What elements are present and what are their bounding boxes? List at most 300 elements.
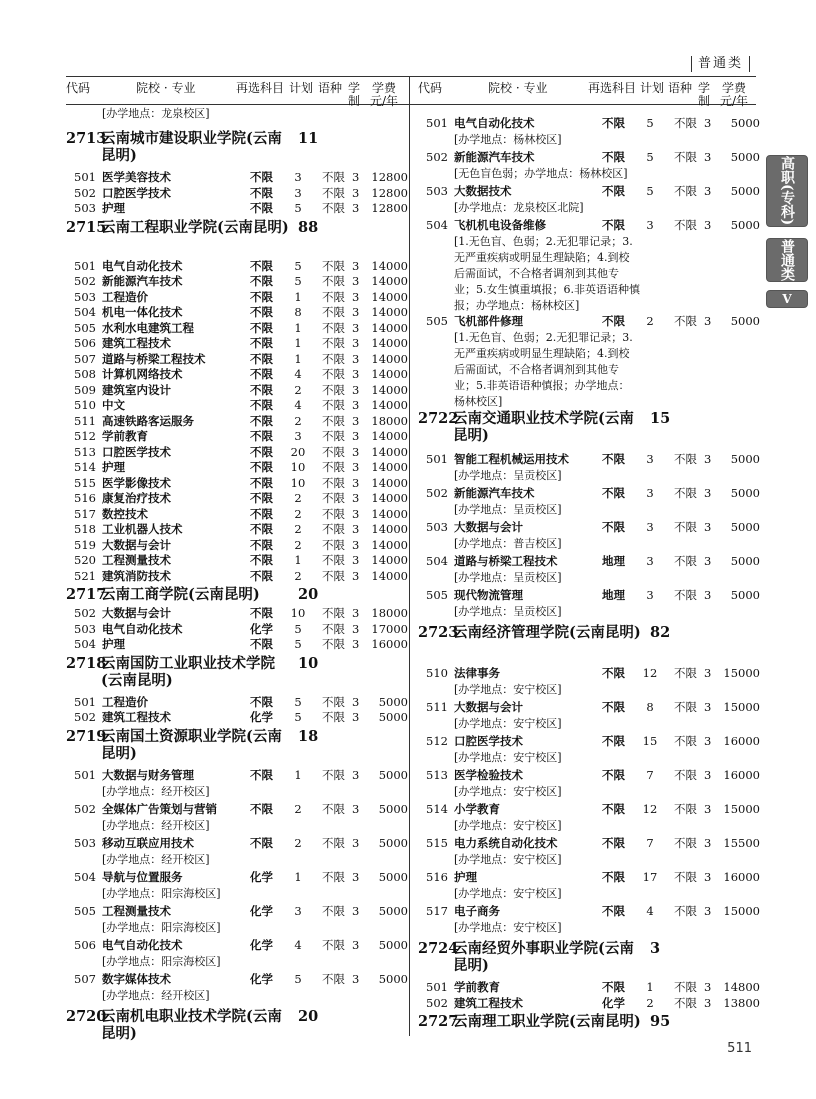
table-row [418,904,758,919]
school-heading [66,586,408,603]
language: 不限 [322,185,345,200]
table-row [66,398,408,413]
elective-subject: 不限 [250,201,273,215]
major-name: 高速铁路客运服务 [102,413,194,428]
school-heading [66,655,408,689]
school-name: 云南经济管理学院(云南昆明) [453,624,641,641]
language: 不限 [322,971,345,986]
plan-count: 5 [294,971,302,986]
campus-note: [办学地点：呈贡校区] [454,571,562,584]
major-code: 506 [74,937,96,952]
tuition-fee: 15000 [723,666,760,680]
major-code: 501 [426,116,448,130]
study-years: 3 [352,903,360,918]
study-years: 3 [352,621,360,636]
study-years: 3 [704,700,712,714]
campus-note: [办学地点：阳宗海校区] [102,920,221,934]
plan-count: 2 [294,382,302,397]
table-row [66,383,408,398]
major-name: 口腔医学技术 [102,185,171,200]
elective-subject: 不限 [250,475,273,490]
plan-count: 2 [294,506,302,521]
plan-count: 3 [646,520,654,534]
campus-note: [办学地点：经开校区] [102,784,210,798]
major-code: 502 [426,486,448,500]
major-code: 502 [426,150,448,164]
major-name: 数字媒体技术 [102,971,171,986]
school-plan: 20 [298,1007,319,1025]
plan-count: 1 [294,320,302,335]
language: 不限 [674,486,697,500]
plan-count: 3 [294,903,302,918]
campus-note: [办学地点：安宁校区] [454,887,562,900]
school-code: 2724 [418,940,459,957]
elective-subject: 不限 [250,491,273,505]
col-code-header: 代码 [66,81,91,95]
major-name: 护理 [102,637,125,651]
table-row [66,476,408,491]
elective-subject: 不限 [602,734,625,748]
major-code: 502 [426,995,448,1010]
language: 不限 [674,836,697,850]
campus-note: [办学地点：经开校区] [102,852,210,866]
major-code: 515 [74,475,96,490]
language: 不限 [674,184,697,198]
table-row [66,538,408,553]
section-tag: 普通类 [691,56,750,72]
campus-note: [办学地点：普吉校区] [454,537,562,550]
tuition-fee: 5000 [730,184,760,198]
major-name: 医学影像技术 [102,475,171,490]
school-code: 2717 [66,586,107,603]
major-name: 建筑室内设计 [102,382,171,397]
study-years: 3 [352,801,360,816]
plan-count: 3 [646,218,654,232]
elective-subject: 地理 [602,554,625,568]
language: 不限 [322,767,345,782]
study-years: 3 [352,637,360,651]
major-name: 移动互联应用技术 [102,835,194,850]
col-lang-header: 语种 [318,81,343,95]
elective-subject: 不限 [602,802,625,816]
tab-general: 普通类 [766,238,808,282]
col-subject-header: 再选科目 [236,81,285,95]
major-code: 516 [426,870,448,884]
plan-count: 5 [294,274,302,288]
page-number: 511 [727,1041,752,1056]
elective-subject: 不限 [250,398,273,412]
major-code: 505 [426,314,448,328]
plan-count: 5 [646,150,654,164]
major-name: 智能工程机械运用技术 [454,452,569,466]
tuition-fee: 14000 [371,336,408,350]
plan-count: 17 [642,870,658,884]
tuition-fee: 14000 [371,491,408,505]
tuition-fee: 14000 [371,444,408,459]
table-row [66,710,408,725]
elective-subject: 不限 [250,258,273,273]
school-name: 云南经贸外事职业学院(云南昆明) [453,940,634,974]
elective-subject: 不限 [250,506,273,521]
major-name: 法律事务 [454,666,500,680]
major-name: 道路与桥梁工程技术 [102,351,206,366]
tuition-fee: 14000 [371,460,408,474]
table-row [418,996,758,1011]
language: 不限 [322,351,345,366]
plan-count: 10 [290,460,306,474]
language: 不限 [322,522,345,536]
major-name: 新能源汽车技术 [454,486,535,500]
tuition-fee: 5000 [378,971,408,986]
plan-count: 5 [294,258,302,273]
language: 不限 [322,320,345,335]
tuition-fee: 14000 [371,274,408,288]
table-row [66,274,408,289]
plan-count: 3 [646,588,654,602]
major-name: 口腔医学技术 [102,444,171,459]
language: 不限 [322,606,345,620]
major-name: 护理 [102,460,125,474]
elective-subject: 不限 [602,486,625,500]
study-years: 3 [352,170,360,184]
major-code: 504 [74,637,96,651]
tuition-fee: 12800 [371,185,408,200]
study-years: 3 [704,995,712,1010]
elective-subject: 不限 [250,289,273,304]
study-years: 3 [704,588,712,602]
major-code: 506 [74,336,96,350]
major-name: 医学检验技术 [454,768,523,782]
plan-count: 1 [294,869,302,884]
study-years: 3 [352,429,360,443]
language: 不限 [322,289,345,304]
table-row [66,553,408,568]
school-code: 2713 [66,130,107,147]
plan-count: 5 [294,694,302,709]
study-years: 3 [704,452,712,466]
school-plan: 95 [650,1013,671,1030]
major-code: 512 [74,429,96,443]
col-school-header: 院校 · 专业 [136,81,196,95]
elective-subject: 不限 [602,520,625,534]
major-code: 518 [74,522,96,536]
table-row [66,870,408,885]
table-row [66,836,408,851]
major-code: 501 [426,452,448,466]
elective-subject: 不限 [250,835,273,850]
plan-count: 3 [646,486,654,500]
language: 不限 [674,995,697,1010]
major-name: 康复治疗技术 [102,491,171,505]
major-name: 大数据与会计 [102,537,171,552]
major-code: 515 [426,836,448,850]
column-divider [409,76,410,1036]
campus-note: [办学地点：安宁校区] [454,751,562,764]
major-name: 水利水电建筑工程 [102,320,194,335]
language: 不限 [322,506,345,521]
table-row [66,938,408,953]
school-name: 云南工程职业学院(云南昆明) [101,218,289,236]
tuition-fee: 5000 [378,835,408,850]
study-years: 3 [704,150,712,164]
plan-count: 1 [294,336,302,350]
major-name: 大数据与会计 [102,606,171,620]
school-name: 云南交通职业技术学院(云南昆明) [453,410,634,444]
major-code: 502 [74,274,96,288]
plan-count: 2 [294,522,302,536]
major-code: 501 [426,980,448,994]
table-row [418,150,758,165]
study-years: 3 [352,320,360,335]
plan-count: 5 [294,710,302,724]
plan-count: 2 [294,835,302,850]
language: 不限 [674,802,697,816]
major-name: 学前教育 [454,980,500,994]
major-code: 507 [74,351,96,366]
language: 不限 [322,305,345,319]
school-name: 云南城市建设职业学院(云南昆明) [101,130,282,164]
campus-note: [办学地点：阳宗海校区] [102,954,221,968]
language: 不限 [674,904,697,918]
plan-count: 1 [294,289,302,304]
major-name: 护理 [102,201,125,215]
table-row [66,414,408,429]
table-row [66,170,408,185]
language: 不限 [322,869,345,884]
tuition-fee: 14000 [371,320,408,335]
plan-count: 5 [646,184,654,198]
school-heading [66,130,408,164]
tuition-fee: 13800 [723,995,760,1010]
tuition-fee: 18000 [371,413,408,428]
table-row [418,554,758,569]
major-name: 建筑工程技术 [102,710,171,724]
study-years: 3 [704,554,712,568]
tuition-fee: 14800 [723,980,760,994]
tuition-fee: 5000 [378,801,408,816]
table-row [66,904,408,919]
elective-subject: 不限 [250,185,273,200]
plan-count: 2 [294,801,302,816]
study-years: 3 [352,568,360,583]
study-years: 3 [352,351,360,366]
elective-subject: 化学 [602,995,625,1010]
campus-note: [办学地点：呈贡校区] [454,469,562,482]
elective-subject: 化学 [250,937,273,952]
table-row [66,429,408,444]
study-years: 3 [352,767,360,782]
campus-note: [办学地点：呈贡校区] [454,605,562,618]
plan-count: 5 [294,621,302,636]
tuition-fee: 5000 [730,116,760,130]
elective-subject: 不限 [602,870,625,884]
school-plan: 20 [298,586,319,603]
table-row [66,352,408,367]
plan-count: 5 [294,637,302,651]
major-code: 505 [426,588,448,602]
plan-count: 2 [294,537,302,552]
language: 不限 [322,568,345,583]
study-years: 3 [352,491,360,505]
major-name: 电气自动化技术 [102,937,183,952]
major-name: 建筑工程技术 [454,995,523,1010]
tuition-fee: 14000 [371,367,408,381]
school-plan: 3 [650,940,661,957]
language: 不限 [674,314,697,328]
table-row [66,321,408,336]
col-code-header: 代码 [418,81,443,95]
tuition-fee: 15000 [723,802,760,816]
major-code: 502 [74,606,96,620]
table-row [66,622,408,637]
study-years: 3 [352,971,360,986]
school-name: 云南机电职业技术学院(云南昆明) [101,1007,282,1042]
table-row [66,290,408,305]
major-name: 学前教育 [102,429,148,443]
language: 不限 [322,274,345,288]
study-years: 3 [352,367,360,381]
plan-count: 5 [294,201,302,215]
col-fee-header: 学费元/年 [369,81,399,108]
col-sys-header: 学制 [698,81,711,108]
elective-subject: 不限 [602,116,625,130]
table-row [418,452,758,467]
tuition-fee: 16000 [723,870,760,884]
major-name: 全媒体广告策划与营销 [102,801,217,816]
campus-note: [办学地点：杨林校区] [454,133,562,146]
study-years: 3 [352,289,360,304]
major-code: 516 [74,491,96,505]
elective-subject: 不限 [250,694,273,709]
elective-subject: 不限 [250,553,273,567]
campus-note: [办学地点：安宁校区] [454,921,562,934]
plan-count: 2 [294,413,302,428]
table-row [418,768,758,783]
tuition-fee: 5000 [378,694,408,709]
tuition-fee: 12800 [371,170,408,184]
major-name: 导航与位置服务 [102,869,183,884]
table-row [66,695,408,710]
elective-subject: 化学 [250,903,273,918]
campus-note: [办学地点：阳宗海校区] [102,886,221,900]
table-row [66,637,408,652]
study-years: 3 [352,382,360,397]
major-name: 工程造价 [102,289,148,304]
table-row [66,768,408,783]
col-plan-header: 计划 [640,81,665,95]
elective-subject: 不限 [250,351,273,366]
major-name: 口腔医学技术 [454,734,523,748]
major-code: 503 [74,201,96,215]
elective-subject: 不限 [602,184,625,198]
elective-subject: 不限 [250,305,273,319]
language: 不限 [322,382,345,397]
study-years: 3 [352,336,360,350]
tuition-fee: 5000 [378,869,408,884]
language: 不限 [322,903,345,918]
language: 不限 [322,801,345,816]
plan-count: 7 [646,768,654,782]
tuition-fee: 14000 [371,475,408,490]
study-years: 3 [352,694,360,709]
campus-note: [1.无色盲、色弱；2.无犯罪记录；3.无严重疾病或明显生理缺陷；4.到校后需面试，不合格者调剂到其他专业；5.女生慎重填报；6.非英语语种慎报；办学地点：杨林校区] [454,235,640,312]
major-code: 505 [74,320,96,335]
school-heading [66,1008,408,1042]
plan-count: 2 [294,568,302,583]
tuition-fee: 14000 [371,289,408,304]
table-row [418,666,758,681]
plan-count: 10 [290,606,306,620]
study-years: 3 [352,201,360,215]
tuition-fee: 16000 [723,768,760,782]
school-code: 2720 [66,1007,107,1025]
major-name: 工程造价 [102,694,148,709]
col-sys-header: 学制 [348,81,361,108]
tuition-fee: 5000 [730,520,760,534]
major-code: 521 [74,568,96,583]
major-name: 电气自动化技术 [102,621,183,636]
elective-subject: 不限 [250,444,273,459]
table-row [66,186,408,201]
major-code: 501 [74,767,96,782]
plan-count: 2 [646,314,654,328]
major-name: 道路与桥梁工程技术 [454,554,558,568]
major-code: 513 [74,444,96,459]
study-years: 3 [352,460,360,474]
elective-subject: 不限 [250,170,273,184]
major-code: 507 [74,971,96,986]
language: 不限 [322,258,345,273]
major-name: 飞机机电设备维修 [454,218,546,232]
tuition-fee: 5000 [378,937,408,952]
study-years: 3 [704,184,712,198]
campus-note: [办学地点：经开校区] [102,988,210,1002]
study-years: 3 [352,835,360,850]
tuition-fee: 14000 [371,537,408,552]
plan-count: 1 [294,553,302,567]
study-years: 3 [704,314,712,328]
major-code: 503 [74,289,96,304]
language: 不限 [674,520,697,534]
tuition-fee: 5000 [378,767,408,782]
major-code: 503 [426,184,448,198]
school-plan: 82 [650,624,671,641]
major-code: 511 [74,413,96,428]
language: 不限 [322,710,345,724]
table-row [418,218,758,233]
language: 不限 [674,218,697,232]
elective-subject: 化学 [250,971,273,986]
major-code: 504 [426,554,448,568]
study-years: 3 [352,537,360,552]
major-name: 医学美容技术 [102,170,171,184]
major-name: 计算机网络技术 [102,367,183,381]
school-heading [66,728,408,762]
tuition-fee: 14000 [371,522,408,536]
major-code: 502 [74,185,96,200]
major-code: 501 [74,694,96,709]
school-heading [418,1013,758,1047]
plan-count: 12 [642,666,658,680]
study-years: 3 [352,937,360,952]
major-code: 508 [74,367,96,381]
language: 不限 [322,336,345,350]
elective-subject: 不限 [602,836,625,850]
table-row [66,972,408,987]
campus-note: [1.无色盲、色弱；2.无犯罪记录；3.无严重疾病或明显生理缺陷；4.到校后需面试，不合格者调剂到其他专业；5.非英语语种慎报；办学地点：杨林校区] [454,331,633,408]
table-row [418,486,758,501]
elective-subject: 不限 [250,522,273,536]
